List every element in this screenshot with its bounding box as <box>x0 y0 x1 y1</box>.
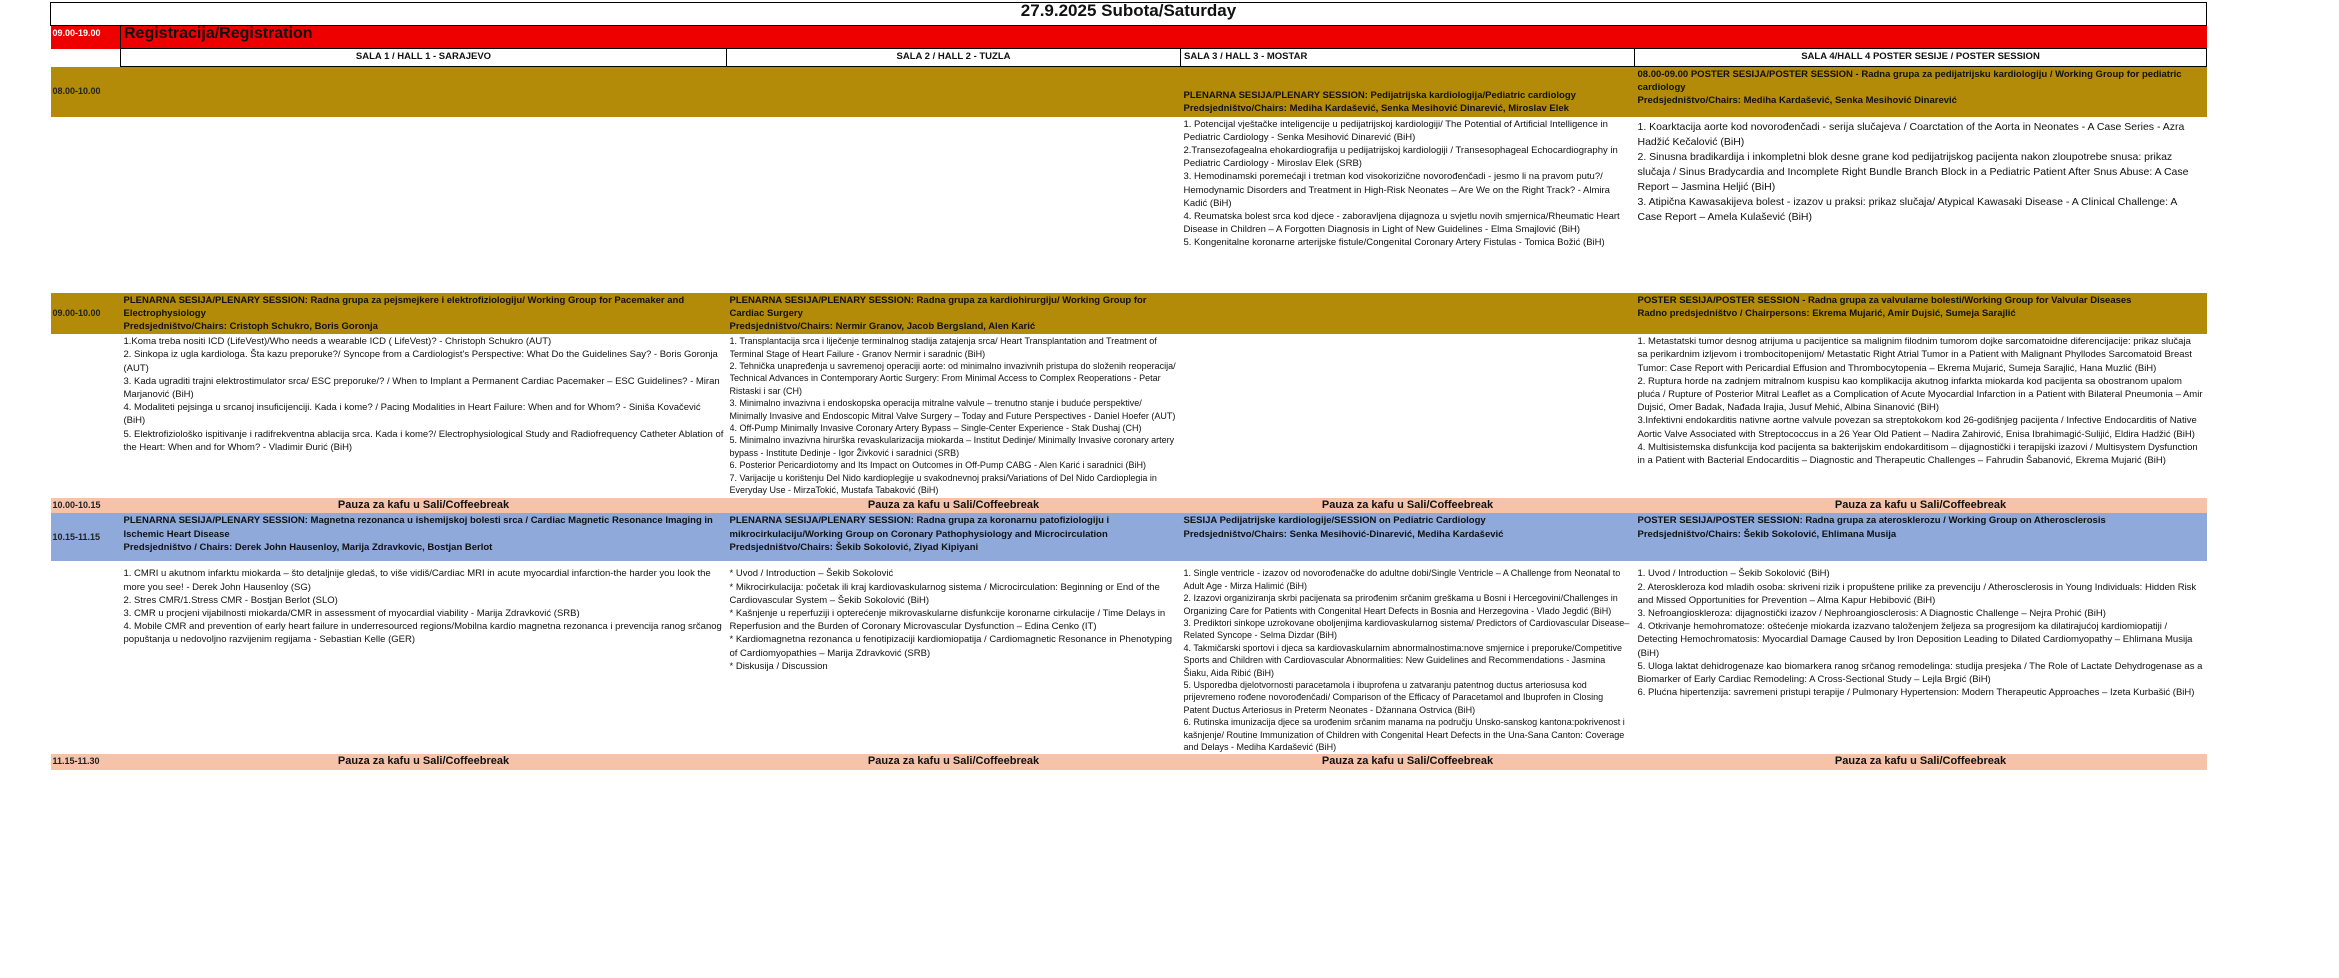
lecture-item: 2. Stres CMR/1.Stress CMR - Bostjan Berlot (SLO) <box>123 594 338 606</box>
block3-hall1-title: PLENARNA SESIJA/PLENARY SESSION: Magnetna rezonanca u ishemijskoj bolesti srca / Cardiac Magnetic Resonance Imaging in Ischemic Heart Disease Predsjedništvo / Chairs: Derek John Hausenloy, Marija Zdravkovic, Bostjan Berlot <box>123 515 713 553</box>
poster-item: 4. Multisistemska disfunkcija kod pacijenta sa bakterijskim endokarditisom – dijagnostički i terapijski izazovi / Multisystem Dysfunction in a Patient with Bacterial Endocarditis – Diagnostic and Therapeutic Challenges – Fahrudin Šabanović, Ekrema Mujarić (BiH) <box>1637 441 2198 466</box>
lecture-item: 4. Takmičarski sportovi i djeca sa kardiovaskularnim abnormalnostima:nove smjernice i preporuke/Competitive Sports and Children with Cardiovascular Abnormalities: New Guidelines and Recommendations - Jasmina Šiaku, Aida Ribić (BiH) <box>1183 642 1623 678</box>
lecture-item: * Kardiomagnetna rezonanca u fenotipizaciji kardiomiopatija / Cardiomagnetic Resonance in Phenotyping of Cardiomyopathies – Marija Zdravković (SRB) <box>729 634 1173 659</box>
block2-hall2-list <box>727 334 1181 498</box>
lecture-item: 2.Transezofagealna ehokardiografija u pedijatrijskoj kardiologiji / Transesophageal Echocardiography in Pediatric Cardiology - Miroslav Elek (SRB) <box>1183 144 1618 170</box>
poster-item: 2. Sinusna bradikardija i inkompletni blok desne grane kod pedijatrijskog pacijenta nakon zloupotrebe snusa: prikaz slučaja / Sinus Bradycardia and Incomplete Right Bundle Branch Block in a Pediatric Patient After Snus Abuse: A Case Report – Jasmina Heljić (BiH) <box>1637 150 2189 193</box>
lecture-item: 2. Tehnička unapređenja u savremenoj operaciji aorte: od minimalno invazivnih pristupa do složenih reoperacija/ Technical Advances in Contemporary Aortic Surgery: From Minimal Access to Complex Reoperations - Petar Ristaski i sar (CH) <box>729 360 1176 396</box>
lecture-item: * Kašnjenje u reperfuziji i opterećenje mikrovaskularne disfunkcije koronarne cirkulacije / Time Delays in Reperfusion and the Burden of Coronary Microvascular Dysfunction – Edina Cenko (IT) <box>729 607 1166 633</box>
lecture-item: 3. Hemodinamski poremećaji i tretman kod visokorizične novorođenčadi - jesmo li na pravom putu?/ Hemodynamic Disorders and Treatment in High-Risk Neonates – Are We on the Right Track? - Almira Kadić (BiH) <box>1183 171 1610 209</box>
lecture-item: 5. Kongenitalne koronarne arterijske fistule/Congenital Coronary Artery Fistulas - Tomica Božić (BiH) <box>1183 237 1605 249</box>
block1-hall2-empty <box>727 67 1181 117</box>
break2-hall3: Pauza za kafu u Sali/Coffeebreak <box>1321 755 1494 768</box>
break1-hall1: Pauza za kafu u Sali/Coffeebreak <box>337 499 510 512</box>
block2-hall2-title: PLENARNA SESIJA/PLENARY SESSION: Radna grupa za kardiohirurgiju/ Working Group for Cardiac Surgery Predsjedništvo/Chairs: Nermir Granov, Jacob Bergsland, Alen Karić <box>729 294 1147 332</box>
lecture-item: 1. CMRI u akutnom infarktu miokarda – što detaljnije gledaš, to više vidiš/Cardiac MRI in acute myocardial infarction-the harder you look the more you see! - Derek John Hausenloy (SG) <box>123 568 711 593</box>
lecture-item: * Uvod / Introduction – Šekib Sokolović <box>729 568 894 580</box>
block1-hall1-empty <box>121 67 727 117</box>
block3-hall3-title: SESIJA Pedijatrijske kardiologije/SESSION on Pediatric Cardiology Predsjedništvo/Chairs: Senka Mesihović-Dinarević, Mediha Kardašević <box>1183 515 1504 540</box>
lecture-item: 5. Usporedba djelotvornosti paracetamola i ibuprofena u zatvaranju patentnog ductus arteriosusa kod prijevremeno rođene novorođenčadi/ Comparison of the Efficacy of Paracetamol and Ibuprofen in Closing Patent Ductus Arteriosus in Preterm Neonates - Džannana Ostrvica (BiH) <box>1183 679 1604 715</box>
block3-hall2-list <box>727 561 1181 754</box>
poster-item: 3.Infektivni endokarditis nativne aortne valvule povezan sa streptokokom kod 26-godišnjeg pacijenta / Infective Endocarditis of Native Aortic Valve Associated with Streptococcus in a 26 Year Old Patient – Nadira Zahirović, Enisa Ibrahimagić-Sulijić, Eldira Hadžić (BiH) <box>1637 415 2197 440</box>
block2-header-row <box>51 293 2207 335</box>
lecture-item: 5. Elektrofiziološko ispitivanje i radifrekventna ablacija srca. Kada i kome?/ Electrophysiological Study and Radiofrequency Catheter Ablation of the Heart: When and for Whom? - Vladimir Đurić (BiH) <box>123 428 724 453</box>
hall-2-header: SALA 2 / HALL 2 - TUZLA <box>727 49 1181 67</box>
lecture-item: 6. Rutinska imunizacija djece sa urođenim srčanim manama na području Unsko-sanskog kantona:pokrivenost i kašnjenje/ Routine Immunization of Children with Congenital Heart Defects in the Una-Sana Canton: Coverage and Delays - Mediha Kardašević (BiH) <box>1183 717 1625 752</box>
block3-hall3-list <box>1181 561 1635 754</box>
break2-hall1: Pauza za kafu u Sali/Coffeebreak <box>337 755 510 768</box>
break1-time: 10.00-10.15 <box>52 500 101 511</box>
program-table <box>50 2 2207 770</box>
block2-time: 09.00-10.00 <box>52 307 101 318</box>
break2-hall4: Pauza za kafu u Sali/Coffeebreak <box>1834 755 2007 768</box>
lecture-item: 3. Minimalno invazivna i endoskopska operacija mitralne valvule – trenutno stanje i buduće perspektive/ Minimally Invasive and Endoscopic Mitral Valve Surgery – Today and Future Perspectives - Daniel Hoefer (AUT) <box>729 398 1176 421</box>
block1-hall4-title: 08.00-09.00 POSTER SESIJA/POSTER SESSION - Radna grupa za pedijatrijsku kardiologiju / Working Group for pediatric cardiology Predsjedništvo/Chairs: Mediha Kardašević, Senka Mesihović Dinarević <box>1637 69 2182 107</box>
poster-item: 1. Uvod / Introduction – Šekib Sokolović (BiH) <box>1637 568 1830 580</box>
halls-row <box>51 49 2207 67</box>
lecture-item: 5. Minimalno invazivna hirurška revaskularizacija miokarda – Institut Dedinje/ Minimally Invasive coronary artery bypass - Institute Dedinje - Igor Živković i saradnici (SRB) <box>729 435 1175 458</box>
halls-spacer <box>51 49 121 67</box>
hall-3-header: SALA 3 / HALL 3 - MOSTAR <box>1181 49 1635 67</box>
lecture-item: * Diskusija / Discussion <box>729 660 828 672</box>
block1-hall3-list <box>1181 117 1635 293</box>
block2-hall4-title: POSTER SESIJA/POSTER SESSION - Radna grupa za valvularne bolesti/Working Group for Valvular Diseases Radno predsjedništvo / Chairpersons: Ekrema Mujarić, Amir Dujsić, Sumeja Sarajlić <box>1637 294 2132 319</box>
block2-hall1-title: PLENARNA SESIJA/PLENARY SESSION: Radna grupa za pejsmejkere i elektrofiziologiju/ Working Group for Pacemaker and Electrophysiology Predsjedništvo/Chairs: Cristoph Schukro, Boris Goronja <box>123 294 685 332</box>
block1-hall1-content <box>121 117 727 293</box>
block1-time-empty <box>51 117 121 293</box>
registration-row <box>51 26 2207 49</box>
break1-hall4: Pauza za kafu u Sali/Coffeebreak <box>1834 499 2007 512</box>
date-header: 27.9.2025 Subota/Saturday <box>51 3 2207 26</box>
poster-item: 1. Metastatski tumor desnog atrijuma u pacijentice sa malignim filodnim tumorom dojke sarcomatoidne diferencijacije: prikaz slučaja sa perikardnim izljevom i trombocitopenijom/ Metastatic Right Atrial Tumor in a Patient with Malignant Phyllodes Sarcomatoid Breast Tumor: Case Report with Pericardial Effusion and Thrombocytopenia – Ekrema Mujarić, Sumeja Sarajlić, Hana Muzlić (BiH) <box>1637 336 2192 374</box>
poster-item: 5. Uloga laktat dehidrogenaze kao biomarkera ranog srčanog remodelinga: studija presjeka / The Role of Lactate Dehydrogenase as a Biomarker of Early Cardiac Remodeling: A Cross-Sectional Study – Lejla Brgić (BiH) <box>1637 660 2203 685</box>
poster-item: 2. Ruptura horde na zadnjem mitralnom kuspisu kao komplikacija akutnog infarkta miokarda kod pacijenta sa obostranom upalom pluća / Rupture of Posterior Mitral Leaflet as a Complication of Acute Myocardial Infarction in a Patient with Bilateral Pneumonia – Amir Dujsić, Omer Badak, Nađada Irajia, Jusuf Mehić, Albina Sinanović (BiH) <box>1637 375 2203 414</box>
block2-hall3-content <box>1181 334 1635 498</box>
poster-item: 3. Nefroangiosklerоza: dijagnostički izazov / Nephroangiosclerosis: A Diagnostic Challenge – Nejra Prohić (BiH) <box>1637 607 2106 619</box>
block3-time: 10.15-11.15 <box>52 531 101 542</box>
block3-hall2-title: PLENARNA SESIJA/PLENARY SESSION: Radna grupa za koronarnu patofiziologiju i mikrocirkulaciju/Working Group on Coronary Pathophysiology and Microcirculation Predsjedništvo/Chairs: Šekib Sokolović, Ziyad Kipiyani <box>729 515 1110 553</box>
lecture-item: 2. Sinkopa iz ugla kardiologa. Šta kazu preporuke?/ Syncope from a Cardiologist's Perspective: What Do the Guidelines Say? - Boris Goronja (AUT) <box>123 349 718 374</box>
hall-1-header: SALA 1 / HALL 1 - SARAJEVO <box>121 49 727 67</box>
break2-row <box>51 754 2207 769</box>
break1-hall2: Pauza za kafu u Sali/Coffeebreak <box>867 499 1040 512</box>
break2-hall2: Pauza za kafu u Sali/Coffeebreak <box>867 755 1040 768</box>
lecture-item: 1. Transplantacija srca i liječenje terminalnog stadija zatajenja srca/ Heart Transplantation and Treatment of Terminal Stage of Heart Failure - Granov Nermir i saradnic (BiH) <box>729 336 1157 359</box>
lecture-item: 3. Kada ugraditi trajni elektrostimulator srca/ ESC preporuke/? / When to Implant a Permanent Cardiac Pacemaker – ESC Guidelines? - Miran Marjanović (BiH) <box>123 375 720 400</box>
block3-content-row <box>51 561 2207 754</box>
lecture-item: 6. Posterior Pericardiotomy and Its Impact on Outcomes in Off-Pump CABG - Alen Karić i saradnici (BiH) <box>729 460 1146 471</box>
block2-hall1-list <box>121 334 727 498</box>
block2-content-row <box>51 334 2207 498</box>
block1-time: 08.00-10.00 <box>52 85 101 96</box>
block3-header-row <box>51 513 2207 561</box>
lecture-item: 4. Modaliteti pejsinga u srcanoj insuficijenciji. Kada i kome? / Pacing Modalities in Heart Failure: When and for Whom? - Siniša Kovačević (BiH) <box>123 402 701 427</box>
poster-item: 1. Koarktacija aorte kod novorođenčadi - serija slučajeva / Coarctation of the Aorta in Neonates - A Case Series - Azra Hadžić Kečalović (BiH) <box>1637 120 2185 148</box>
lecture-item: * Mikrocirkulacija: početak ili kraj kardiovaskularnog sistema / Microcirculation: Beginning or End of the Cardiovascular System – Šekib Sokolović (BiH) <box>729 581 1160 606</box>
lecture-item: 4. Off-Pump Minimally Invasive Coronary Artery Bypass – Single-Center Experience - Stak Dushaj (CH) <box>729 422 1142 433</box>
block3-hall4-list <box>1635 561 2207 754</box>
block1-hall3-title: PLENARNA SESIJA/PLENARY SESSION: Pedijatrijska kardiologija/Pediatric cardiology Predsjedništvo/Chairs: Mediha Kardašević, Senka Mesihović Dinarević, Miroslav Elek <box>1183 90 1576 115</box>
registration-label: Registracija/Registration <box>121 26 2207 49</box>
registration-time: 09.00-19.00 <box>51 26 121 49</box>
lecture-item: 2. Izazovi organiziranja skrbi pacijenata sa prirođenim srčanim greškama u Bosni i Hercegovini/Challenges in Organizing Care for Patients with Congenital Heart Defects in Bosnia and Herzegovina - Vlado Jegdić (BiH) <box>1183 593 1618 616</box>
block2-hall4-list <box>1635 334 2207 498</box>
break2-time: 11.15-11.30 <box>52 756 100 767</box>
block1-content-row <box>51 117 2207 293</box>
lecture-item: 1. Potencijal vještačke inteligencije u pedijatrijskoj kardiologiji/ The Potential of Artificial Intelligence in Pediatric Cardiology - Senka Mesihović Dinarević (BiH) <box>1183 118 1608 143</box>
lecture-item: 3. CMR u procjeni vijabilnosti miokarda/CMR in assessment of myocardial viability - Marija Zdravković (SRB) <box>123 607 580 619</box>
break1-hall3: Pauza za kafu u Sali/Coffeebreak <box>1321 499 1494 512</box>
block2-hall3-empty <box>1181 293 1635 335</box>
block1-hall4-list <box>1635 117 2207 293</box>
poster-item: 6. Plućna hipertenzija: savremeni pristupi terapije / Pulmonary Hypertension: Modern Therapeutic Approaches – Izeta Kurbašić (BiH) <box>1637 687 2195 699</box>
poster-item: 2. Aterosklerоza kod mladih osoba: skriveni rizik i propuštene prilike za prevenciju / Atherosclerosis in Young Individuals: Hidden Risk and Missed Opportunities for Prevention – Alma Kapur Hebibović (BiH) <box>1637 581 2197 606</box>
block1-header-row <box>51 67 2207 117</box>
block3-time-empty <box>51 561 121 754</box>
date-row <box>51 3 2207 26</box>
lecture-item: 3. Prediktori sinkope uzrokovane oboljenjima kardiovaskularnog sistema/ Predictors of Cardiovascular Disease–Related Syncope - Selma Dizdar (BiH) <box>1183 617 1630 641</box>
block1-hall2-content <box>727 117 1181 293</box>
hall-4-header: SALA 4/HALL 4 POSTER SESIJE / POSTER SESSION <box>1635 49 2207 67</box>
lecture-item: 1. Single ventricle - izazov od novorođenačke do adultne dobi/Single Ventricle – A Challenge from Neonatal to Adult Age - Mirza Halimić (BiH) <box>1183 568 1621 591</box>
lecture-item: 7. Varijacije u korištenju Del Nido kardioplegije u svakodnevnoj praksi/Variations of Del Nido Cardioplegia in Everyday Use - MirzaTokić, Mustafa Tabaković (BiH) <box>729 472 1157 495</box>
lecture-item: 4. Reumatska bolest srca kod djece - zaboravljena dijagnoza u svjetlu novih smjernica/Rheumatic Heart Disease in Children – A Forgotten Diagnosis in Light of New Guidelines - Elma Smajlović (BiH) <box>1183 210 1620 236</box>
poster-item: 4. Otkrivanje hemohromatoze: oštećenje miokarda izazvano taloženjem željeza sa progresijom ka dilatirajućoj kardiomiopatiji / Detecting Hemochromatosis: Myocardial Damage Caused by Iron Deposition Leading to Dilated Cardiomyopathy – Ehlimana Musija (BiH) <box>1637 621 2193 659</box>
poster-item: 3. Atipična Kawasakijeva bolest - izazov u praksi: prikaz slučaja/ Atypical Kawasaki Disease - A Clinical Challenge: A Case Report – Amela Kulašević (BiH) <box>1637 195 2177 223</box>
block3-hall4-title: POSTER SESIJA/POSTER SESSION: Radna grupa za aterosklerozu / Working Group on Atherosclerosis Predsjedništvo/Chairs: Šekib Sokolović, Ehlimana Musija <box>1637 515 2106 540</box>
lecture-item: 1.Koma treba nositi ICD (LifeVest)/Who needs a wearable ICD ( LifeVest)? - Christoph Schukro (AUT) <box>123 336 552 348</box>
block2-time-empty <box>51 334 121 498</box>
lecture-item: 4. Mobile CMR and prevention of early heart failure in underresourced regions/Mobilna kardio magnetna rezonanca i prevencija ranog srčanog popuštanja u nedovoljno razvijenim regijama - Sebastian Kelle (GER) <box>123 621 722 646</box>
block3-hall1-list <box>121 561 727 754</box>
break1-row <box>51 498 2207 513</box>
